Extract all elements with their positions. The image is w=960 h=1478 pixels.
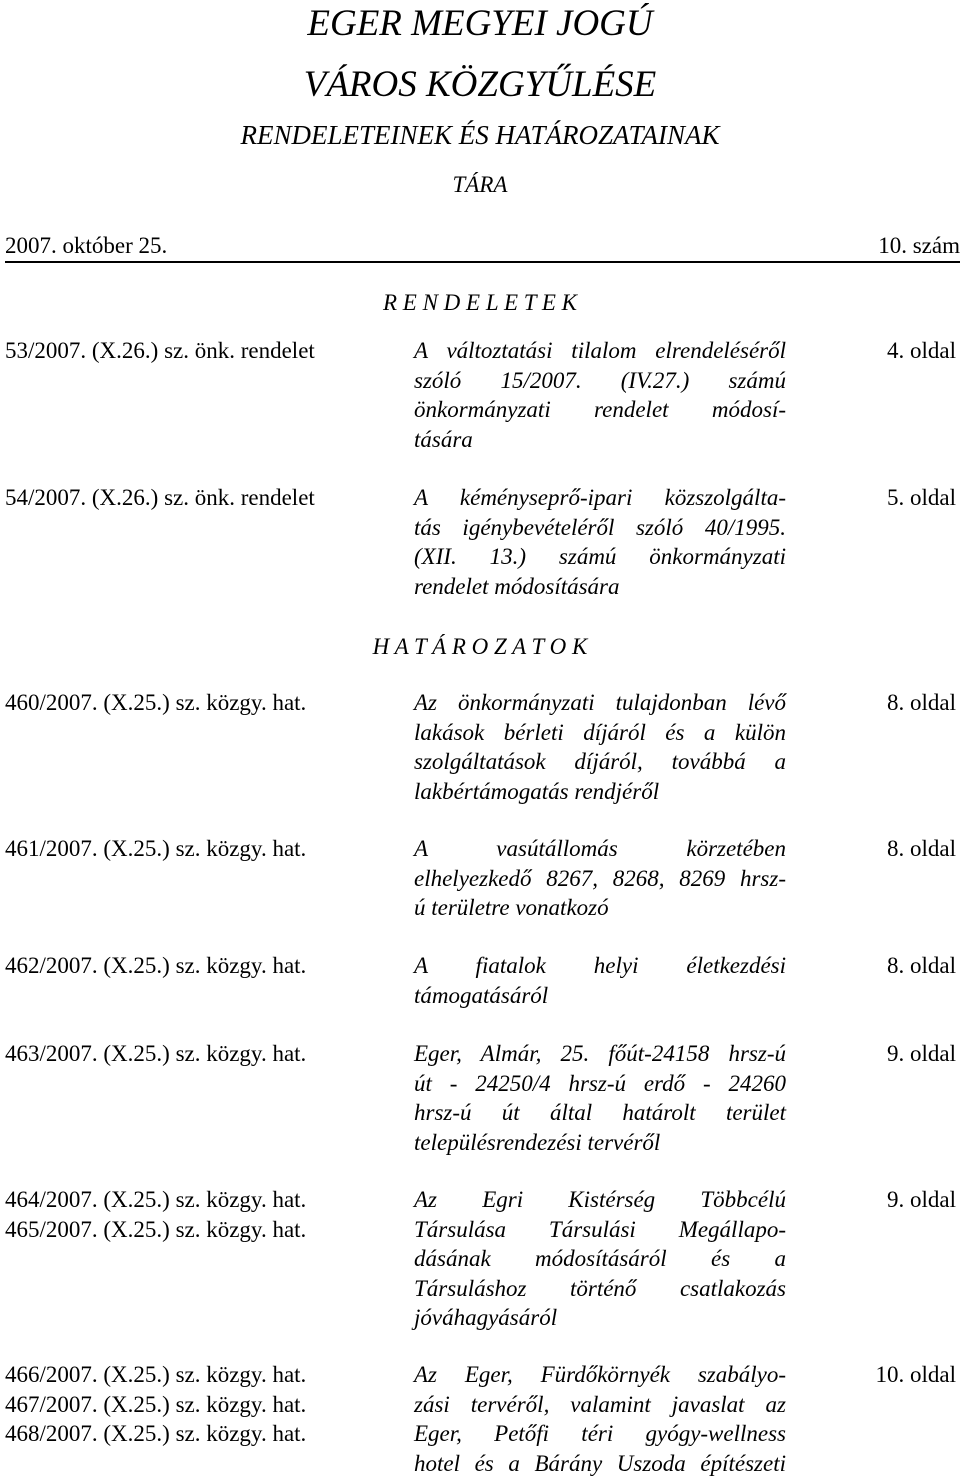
desc-line: ú területre vonatkozó	[414, 893, 786, 923]
desc-line: tására	[414, 425, 786, 455]
desc-line: jóváhagyásáról	[414, 1303, 786, 1333]
desc-line: támogatásáról	[414, 981, 786, 1011]
entry-id: 461/2007. (X.25.) sz. közgy. hat.	[5, 834, 405, 864]
entry-id: 465/2007. (X.25.) sz. közgy. hat.	[5, 1215, 405, 1245]
page-reference: 8. oldal	[887, 688, 956, 718]
entry-id: 463/2007. (X.25.) sz. közgy. hat.	[5, 1039, 405, 1069]
desc-line: Eger, Petőfi téri gyógy-wellness	[414, 1419, 786, 1449]
entry-description	[414, 483, 786, 601]
desc-line: zási tervéről, valamint javaslat az	[414, 1390, 786, 1420]
entry-id: 53/2007. (X.26.) sz. önk. rendelet	[5, 336, 405, 366]
desc-line: A változtatási tilalom elrendeléséről	[414, 336, 786, 366]
title-line-1: EGER MEGYEI JOGÚ	[0, 2, 960, 45]
section-heading-rendeletek: R E N D E L E T E K	[0, 290, 960, 316]
entry-ids	[5, 1185, 405, 1244]
desc-line: önkormányzati rendelet módosí-	[414, 395, 786, 425]
entry-description	[414, 336, 786, 454]
desc-line: Az Eger, Fürdőkörnyék szabályo-	[414, 1360, 786, 1390]
entry-description	[414, 1185, 786, 1333]
section-heading-hatarozatok: H A T Á R O Z A T O K	[0, 634, 960, 660]
entry-ids	[5, 336, 405, 366]
page-reference: 8. oldal	[887, 951, 956, 981]
entry-id: 467/2007. (X.25.) sz. közgy. hat.	[5, 1390, 405, 1420]
entry-description	[414, 1039, 786, 1157]
issue-number: 10. szám	[878, 231, 960, 261]
entry-id: 468/2007. (X.25.) sz. közgy. hat.	[5, 1419, 405, 1449]
entry-description	[414, 688, 786, 806]
page-reference: 10. oldal	[876, 1360, 957, 1390]
desc-line: Az önkormányzati tulajdonban lévő	[414, 688, 786, 718]
entry-ids	[5, 1039, 405, 1069]
desc-line: Társulása Társulási Megállapo-	[414, 1215, 786, 1245]
entry-id: 460/2007. (X.25.) sz. közgy. hat.	[5, 688, 405, 718]
entry-ids	[5, 834, 405, 864]
desc-line: Eger, Almár, 25. főút-24158 hrsz-ú	[414, 1039, 786, 1069]
entry-description	[414, 834, 786, 923]
desc-line: szolgáltatások díjáról, továbbá a	[414, 747, 786, 777]
page-reference: 9. oldal	[887, 1039, 956, 1069]
entry-ids	[5, 1360, 405, 1449]
desc-line: A kéményseprő-ipari közszolgálta-	[414, 483, 786, 513]
entry-description	[414, 1360, 786, 1478]
entry-description	[414, 951, 786, 1010]
entry-id: 464/2007. (X.25.) sz. közgy. hat.	[5, 1185, 405, 1215]
desc-line: dásának módosításáról és a	[414, 1244, 786, 1274]
title-line-4: TÁRA	[0, 172, 960, 198]
desc-line: tás igénybevételéről szóló 40/1995.	[414, 513, 786, 543]
desc-line: hrsz-ú út által határolt terület	[414, 1098, 786, 1128]
desc-line: út - 24250/4 hrsz-ú erdő - 24260	[414, 1069, 786, 1099]
desc-line: hotel és a Bárány Uszoda építészeti	[414, 1449, 786, 1478]
page-reference: 4. oldal	[887, 336, 956, 366]
page-reference: 9. oldal	[887, 1185, 956, 1215]
entry-id: 462/2007. (X.25.) sz. közgy. hat.	[5, 951, 405, 981]
entry-ids	[5, 951, 405, 981]
entry-id: 54/2007. (X.26.) sz. önk. rendelet	[5, 483, 405, 513]
desc-line: Társuláshoz történő csatlakozás	[414, 1274, 786, 1304]
desc-line: Az Egri Kistérség Többcélú	[414, 1185, 786, 1215]
entry-ids	[5, 688, 405, 718]
desc-line: elhelyezkedő 8267, 8268, 8269 hrsz-	[414, 864, 786, 894]
page-reference: 8. oldal	[887, 834, 956, 864]
page-reference: 5. oldal	[887, 483, 956, 513]
issue-date-line	[5, 231, 960, 263]
desc-line: (XII. 13.) számú önkormányzati	[414, 542, 786, 572]
title-line-3: RENDELETEINEK ÉS HATÁROZATAINAK	[0, 120, 960, 151]
desc-line: A vasútállomás körzetében	[414, 834, 786, 864]
desc-line: lakbértámogatás rendjéről	[414, 777, 786, 807]
desc-line: lakások bérleti díjáról és a külön	[414, 718, 786, 748]
issue-date: 2007. október 25.	[5, 231, 167, 261]
title-line-2: VÁROS KÖZGYŰLÉSE	[0, 63, 960, 106]
desc-line: A fiatalok helyi életkezdési	[414, 951, 786, 981]
desc-line: szóló 15/2007. (IV.27.) számú	[414, 366, 786, 396]
entry-id: 466/2007. (X.25.) sz. közgy. hat.	[5, 1360, 405, 1390]
desc-line: rendelet módosítására	[414, 572, 786, 602]
desc-line: településrendezési tervéről	[414, 1128, 786, 1158]
entry-ids	[5, 483, 405, 513]
